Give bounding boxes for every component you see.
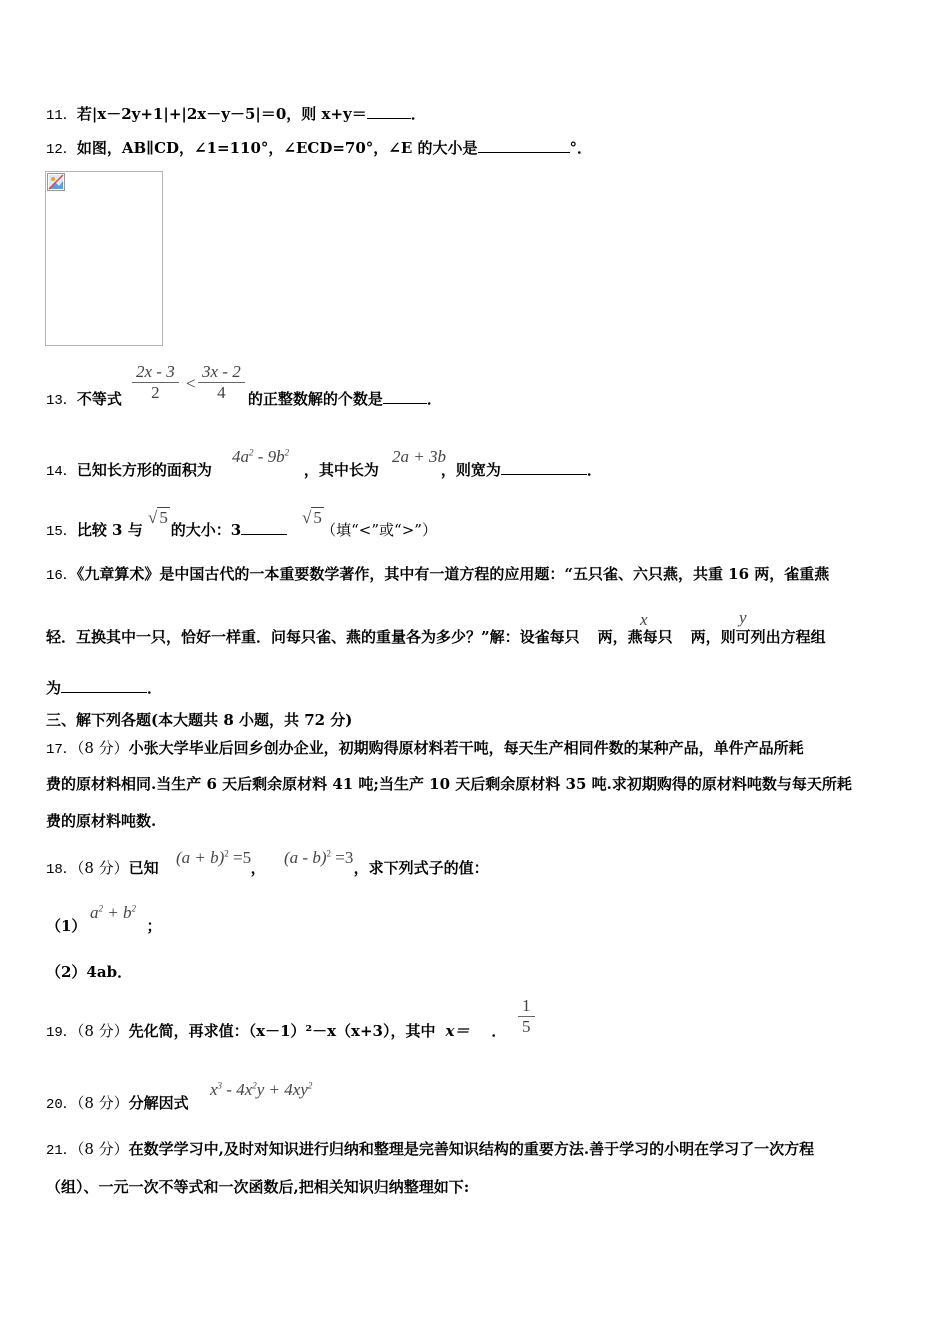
question-number: 18． (46, 862, 77, 878)
answer-blank[interactable] (383, 388, 427, 404)
answer-blank[interactable] (501, 459, 587, 475)
sum-of-squares-expression: $a^2 + b^2$ (90, 903, 136, 922)
question-11 (46, 103, 426, 126)
question-12 (46, 137, 592, 160)
fraction-one-fifth: 1 5 (518, 996, 535, 1037)
question-number: 20． (46, 1097, 77, 1113)
figure-placeholder (45, 171, 163, 346)
question-text: 已知长方形的面积为 (76, 461, 212, 479)
question-18: 18．（8 分）已知 ， ，求下列式子的值： (46, 859, 489, 878)
question-number: 13． (46, 393, 77, 409)
question-text: 轻．互换其中一只，恰好一样重．问每只雀、燕的重量各为多少？”解：设雀每只 (46, 628, 580, 646)
fraction-denominator: 4 (217, 383, 226, 402)
question-16-line-2 (46, 627, 826, 647)
question-number: 14． (46, 464, 77, 480)
question-13 (46, 388, 442, 411)
area-expression: $4a^2 - 9b^2$ (232, 447, 290, 466)
fraction-numerator: 2x - 3 (136, 362, 175, 381)
question-21-line-1 (46, 1139, 814, 1161)
question-text: ，其中长为 (303, 461, 379, 479)
question-number: 11． (46, 108, 77, 124)
question-text: 两，则可列出方程组 (690, 628, 826, 646)
question-20 (46, 1093, 189, 1115)
sqrt-five-b: √ 5 (302, 508, 322, 527)
expression-diff-squared: (a - b)$^2$ =3 (284, 848, 354, 867)
question-21-line-2: （组）、一元一次不等式和一次函数后,把相关知识归纳整理如下: (46, 1178, 470, 1196)
less-than-sign: < (186, 374, 196, 393)
answer-blank[interactable] (241, 519, 287, 535)
question-text: 在数学学习中,及时对知识进行归纳和整理是完善知识结构的重要方法.善于学习的小明在学习了一次方程 (128, 1140, 815, 1158)
question-text: 不等式 (76, 390, 122, 408)
question-text: 比较 3 与 (76, 521, 143, 539)
polynomial-expression: $x^3 - 4x^2y + 4xy^2$ (210, 1080, 313, 1099)
question-19: 19．（8 分）先化简，再求值：（x－1）²－x（x+3），其中 x＝ ． (46, 1022, 507, 1041)
fraction-denominator: 2 (151, 383, 160, 402)
question-score: （8 分） (76, 859, 129, 877)
question-text: （填“<”或“>”） (321, 521, 437, 539)
question-number: 16． (46, 568, 77, 584)
question-text-end: ． (410, 105, 426, 123)
question-number: 17． (46, 742, 77, 758)
question-text: 小张大学毕业后回乡创办企业，初期购得原材料若干吨，每天生产相同件数的某种产品，单件产品所耗 (128, 739, 804, 757)
question-text: 为 (46, 679, 62, 697)
broken-image-icon (47, 173, 65, 191)
question-text: 如图，AB∥CD，∠1=110°，∠ECD=70°，∠E 的大小是 (76, 139, 478, 157)
question-score: （8 分） (76, 1022, 129, 1040)
question-17-line-2: 费的原材料相同.当生产 6 天后剩余原材料 41 吨;当生产 10 天后剩余原材料 35 吨.求初期购得的原材料吨数与每天所耗 (46, 775, 852, 793)
question-text: 先化简，再求值：（x－1）²－x（x+3），其中 (128, 1022, 436, 1040)
question-score: （8 分） (76, 1140, 129, 1158)
question-text: 两，燕每只 (597, 628, 673, 646)
question-text-end: ． (586, 461, 602, 479)
question-text: 若|x－2y+1|+|2x－y－5|＝0，则 x+y＝ (76, 105, 367, 123)
question-number: 21． (46, 1143, 77, 1159)
question-number: 19． (46, 1025, 77, 1041)
length-expression: 2a + 3b (392, 447, 446, 466)
question-text-end: ． (426, 390, 442, 408)
question-text-end: °． (569, 139, 593, 157)
question-text: ，求下列式子的值： (353, 859, 489, 877)
question-score: （8 分） (76, 739, 129, 757)
variable-y: y (739, 608, 747, 627)
answer-blank[interactable] (478, 137, 570, 153)
question-text: 《九章算术》是中国古代的一本重要数学著作，其中有一道方程的应用题：“五只雀、六只燕，共重 16 两，雀重燕 (76, 565, 830, 583)
variable-x: x (640, 610, 648, 629)
question-17-line-3: 费的原材料吨数. (46, 812, 157, 830)
answer-blank[interactable] (367, 103, 411, 119)
question-text-end: ． (147, 679, 163, 697)
question-18-part-1: （1） ； (46, 917, 162, 935)
expression-sum-squared: $(a + b)^2 =5$ (176, 848, 252, 867)
question-text: 的正整数解的个数是 (247, 390, 383, 408)
question-14 (46, 459, 602, 482)
question-score: （8 分） (76, 1094, 129, 1112)
question-number: 12． (46, 142, 77, 158)
answer-blank[interactable] (61, 677, 147, 693)
question-text: 分解因式 (128, 1094, 189, 1112)
question-18-part-2: （2）4ab． (46, 963, 133, 981)
question-16-line-1 (46, 564, 829, 586)
question-text: ，则宽为 (440, 461, 501, 479)
question-17-line-1 (46, 738, 804, 760)
fraction-numerator: 3x - 2 (202, 362, 241, 381)
question-15 (46, 519, 437, 542)
sqrt-five-a: √ 5 (148, 508, 168, 527)
question-16-line-3 (46, 677, 162, 698)
question-text: 已知 (128, 859, 159, 877)
question-text: 的大小：3 (170, 521, 242, 539)
section-heading: 三、解下列各题(本大题共 8 小题，共 72 分) (46, 711, 353, 729)
question-number: 15． (46, 524, 77, 540)
